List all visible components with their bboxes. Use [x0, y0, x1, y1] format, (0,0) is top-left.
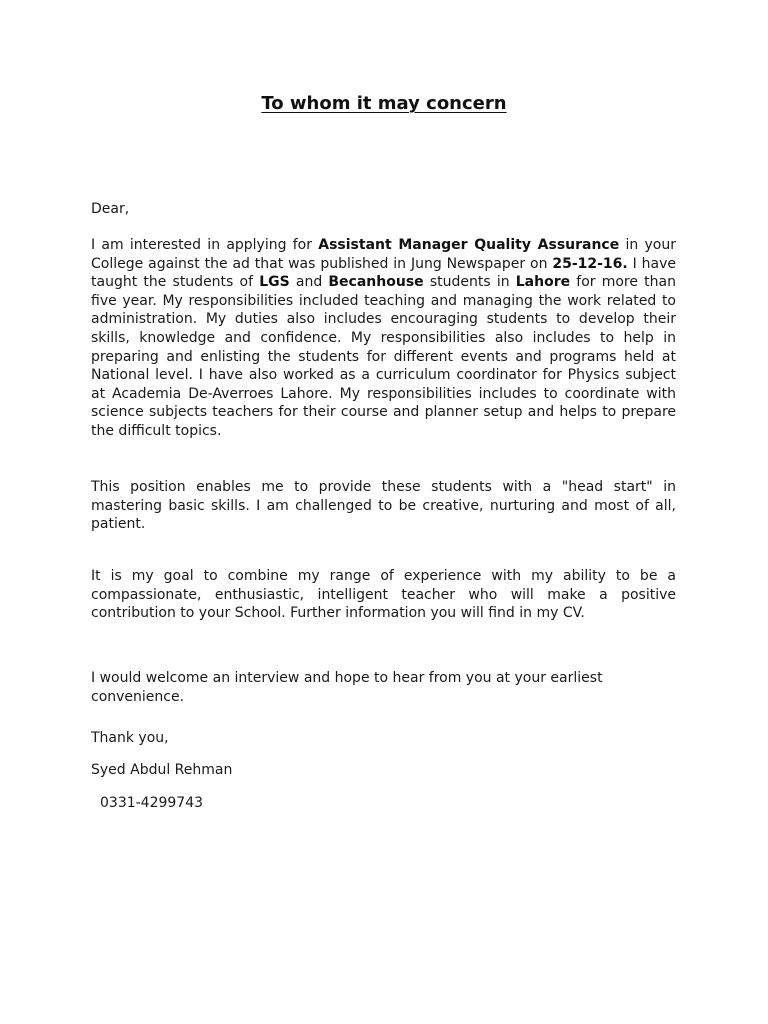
school-name-lgs: LGS [259, 274, 290, 291]
phone-number: 0331-4299743 [100, 795, 204, 811]
body-paragraph-4: I would welcome an interview and hope to hear from you at your earliest convenience. [91, 670, 603, 705]
body-paragraph-2: This position enables me to provide these students with a "head start" in mastering basic skills. I am challenged to be creative, nurturing and most of all, patient. [91, 479, 676, 533]
school-name-becanhouse: Becanhouse [328, 274, 424, 291]
signature-name: Syed Abdul Rehman [91, 762, 233, 778]
para1-text-6: for more than five year. My responsibilities included teaching and managing the work related to administration. My duties also includes encouraging students to develop their skills, knowledge and confidence. My responsibilities also includes to help in preparing and enlisting the students for different events and programs held at National level. I have also worked as a curriculum coordinator for Physics subject at Academia De-Averroes Lahore. My responsibilities includes to coordinate with science subjects teachers for their course and planner setup and helps to prepare the difficult topics. [91, 274, 676, 439]
para1-text-2: in your College against the ad that was published in Jung Newspaper on [91, 237, 676, 272]
position-title: Assistant Manager Quality Assurance [318, 237, 620, 253]
city-name: Lahore [515, 274, 571, 291]
para1-text-3: I have taught the students of [91, 255, 676, 291]
salutation: Dear, [91, 201, 130, 217]
body-paragraph-1 [91, 236, 676, 441]
ad-date: 25-12-16. [552, 255, 628, 272]
para1-text-5: students in [423, 274, 516, 291]
closing: Thank you, [91, 730, 169, 746]
letter-title: To whom it may concern [261, 93, 507, 114]
para1-text-4: and [289, 274, 329, 291]
para1-text-1: I am interested in applying for [91, 237, 319, 253]
body-paragraph-3: It is my goal to combine my range of experience with my ability to be a compassionate, enthusiastic, intelligent teacher who will make a positive contribution to your School. Further information you will find in my CV. [91, 568, 676, 622]
